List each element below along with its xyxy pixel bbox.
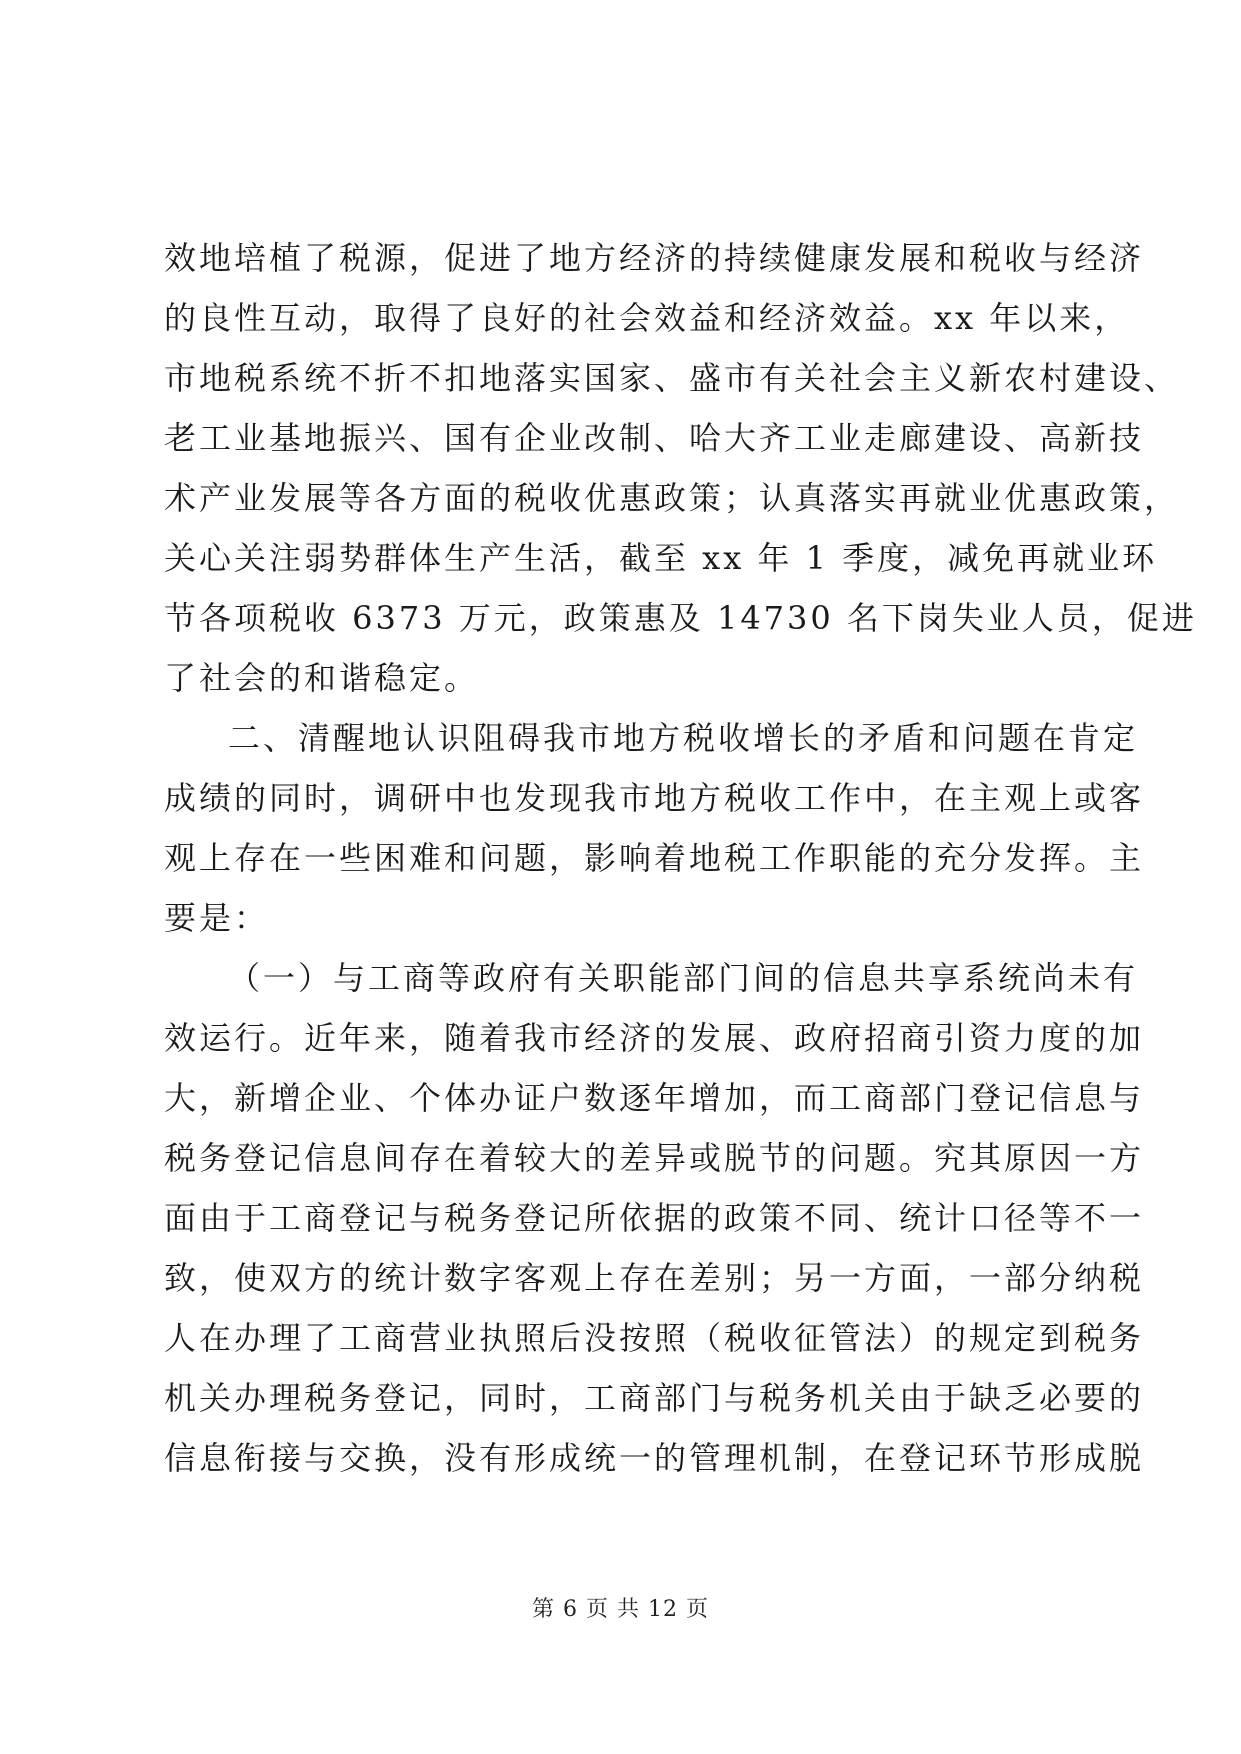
text-line: 的良性互动，取得了良好的社会效益和经济效益。xx 年以来，: [164, 299, 1130, 337]
text-line: 大，新增企业、个体办证户数逐年增加，而工商部门登记信息与: [164, 1079, 1145, 1117]
text-line: 效运行。近年来，随着我市经济的发展、政府招商引资力度的加: [164, 1019, 1145, 1057]
text-line: 税务登记信息间存在着较大的差异或脱节的问题。究其原因一方: [164, 1139, 1145, 1177]
text-line: 市地税系统不折不扣地落实国家、盛市有关社会主义新农村建设、: [164, 359, 1180, 397]
page-number-footer: 第 6 页 共 12 页: [532, 1597, 709, 1622]
section-heading-line: 二、清醒地认识阻碍我市地方税收增长的矛盾和问题在肯定: [228, 719, 1139, 757]
text-line: 效地培植了税源，促进了地方经济的持续健康发展和税收与经济: [164, 239, 1145, 277]
subsection-heading-line: （一）与工商等政府有关职能部门间的信息共享系统尚未有: [228, 959, 1139, 997]
text-line: 观上存在一些困难和问题，影响着地税工作职能的充分发挥。主: [164, 839, 1145, 877]
text-line: 成绩的同时，调研中也发现我市地方税收工作中，在主观上或客: [164, 779, 1145, 817]
text-line: 节各项税收 6373 万元，政策惠及 14730 名下岗失业人员，促进: [164, 599, 1197, 637]
text-line: 要是：: [164, 899, 270, 937]
text-line: 了社会的和谐稳定。: [164, 659, 480, 697]
text-line: 关心关注弱势群体生产生活，截至 xx 年 1 季度，减免再就业环: [164, 539, 1158, 577]
text-line: 信息衔接与交换，没有形成统一的管理机制，在登记环节形成脱: [164, 1439, 1145, 1477]
body-text: [164, 228, 1197, 1488]
text-line: 术产业发展等各方面的税收优惠政策；认真落实再就业优惠政策，: [164, 479, 1180, 517]
text-line: 面由于工商登记与税务登记所依据的政策不同、统计口径等不一: [164, 1199, 1145, 1237]
text-line: 致，使双方的统计数字客观上存在差别；另一方面，一部分纳税: [164, 1259, 1145, 1297]
text-line: 老工业基地振兴、国有企业改制、哈大齐工业走廊建设、高新技: [164, 419, 1145, 457]
text-line: 人在办理了工商营业执照后没按照（税收征管法）的规定到税务: [164, 1319, 1145, 1357]
text-line: 机关办理税务登记，同时，工商部门与税务机关由于缺乏必要的: [164, 1379, 1145, 1417]
